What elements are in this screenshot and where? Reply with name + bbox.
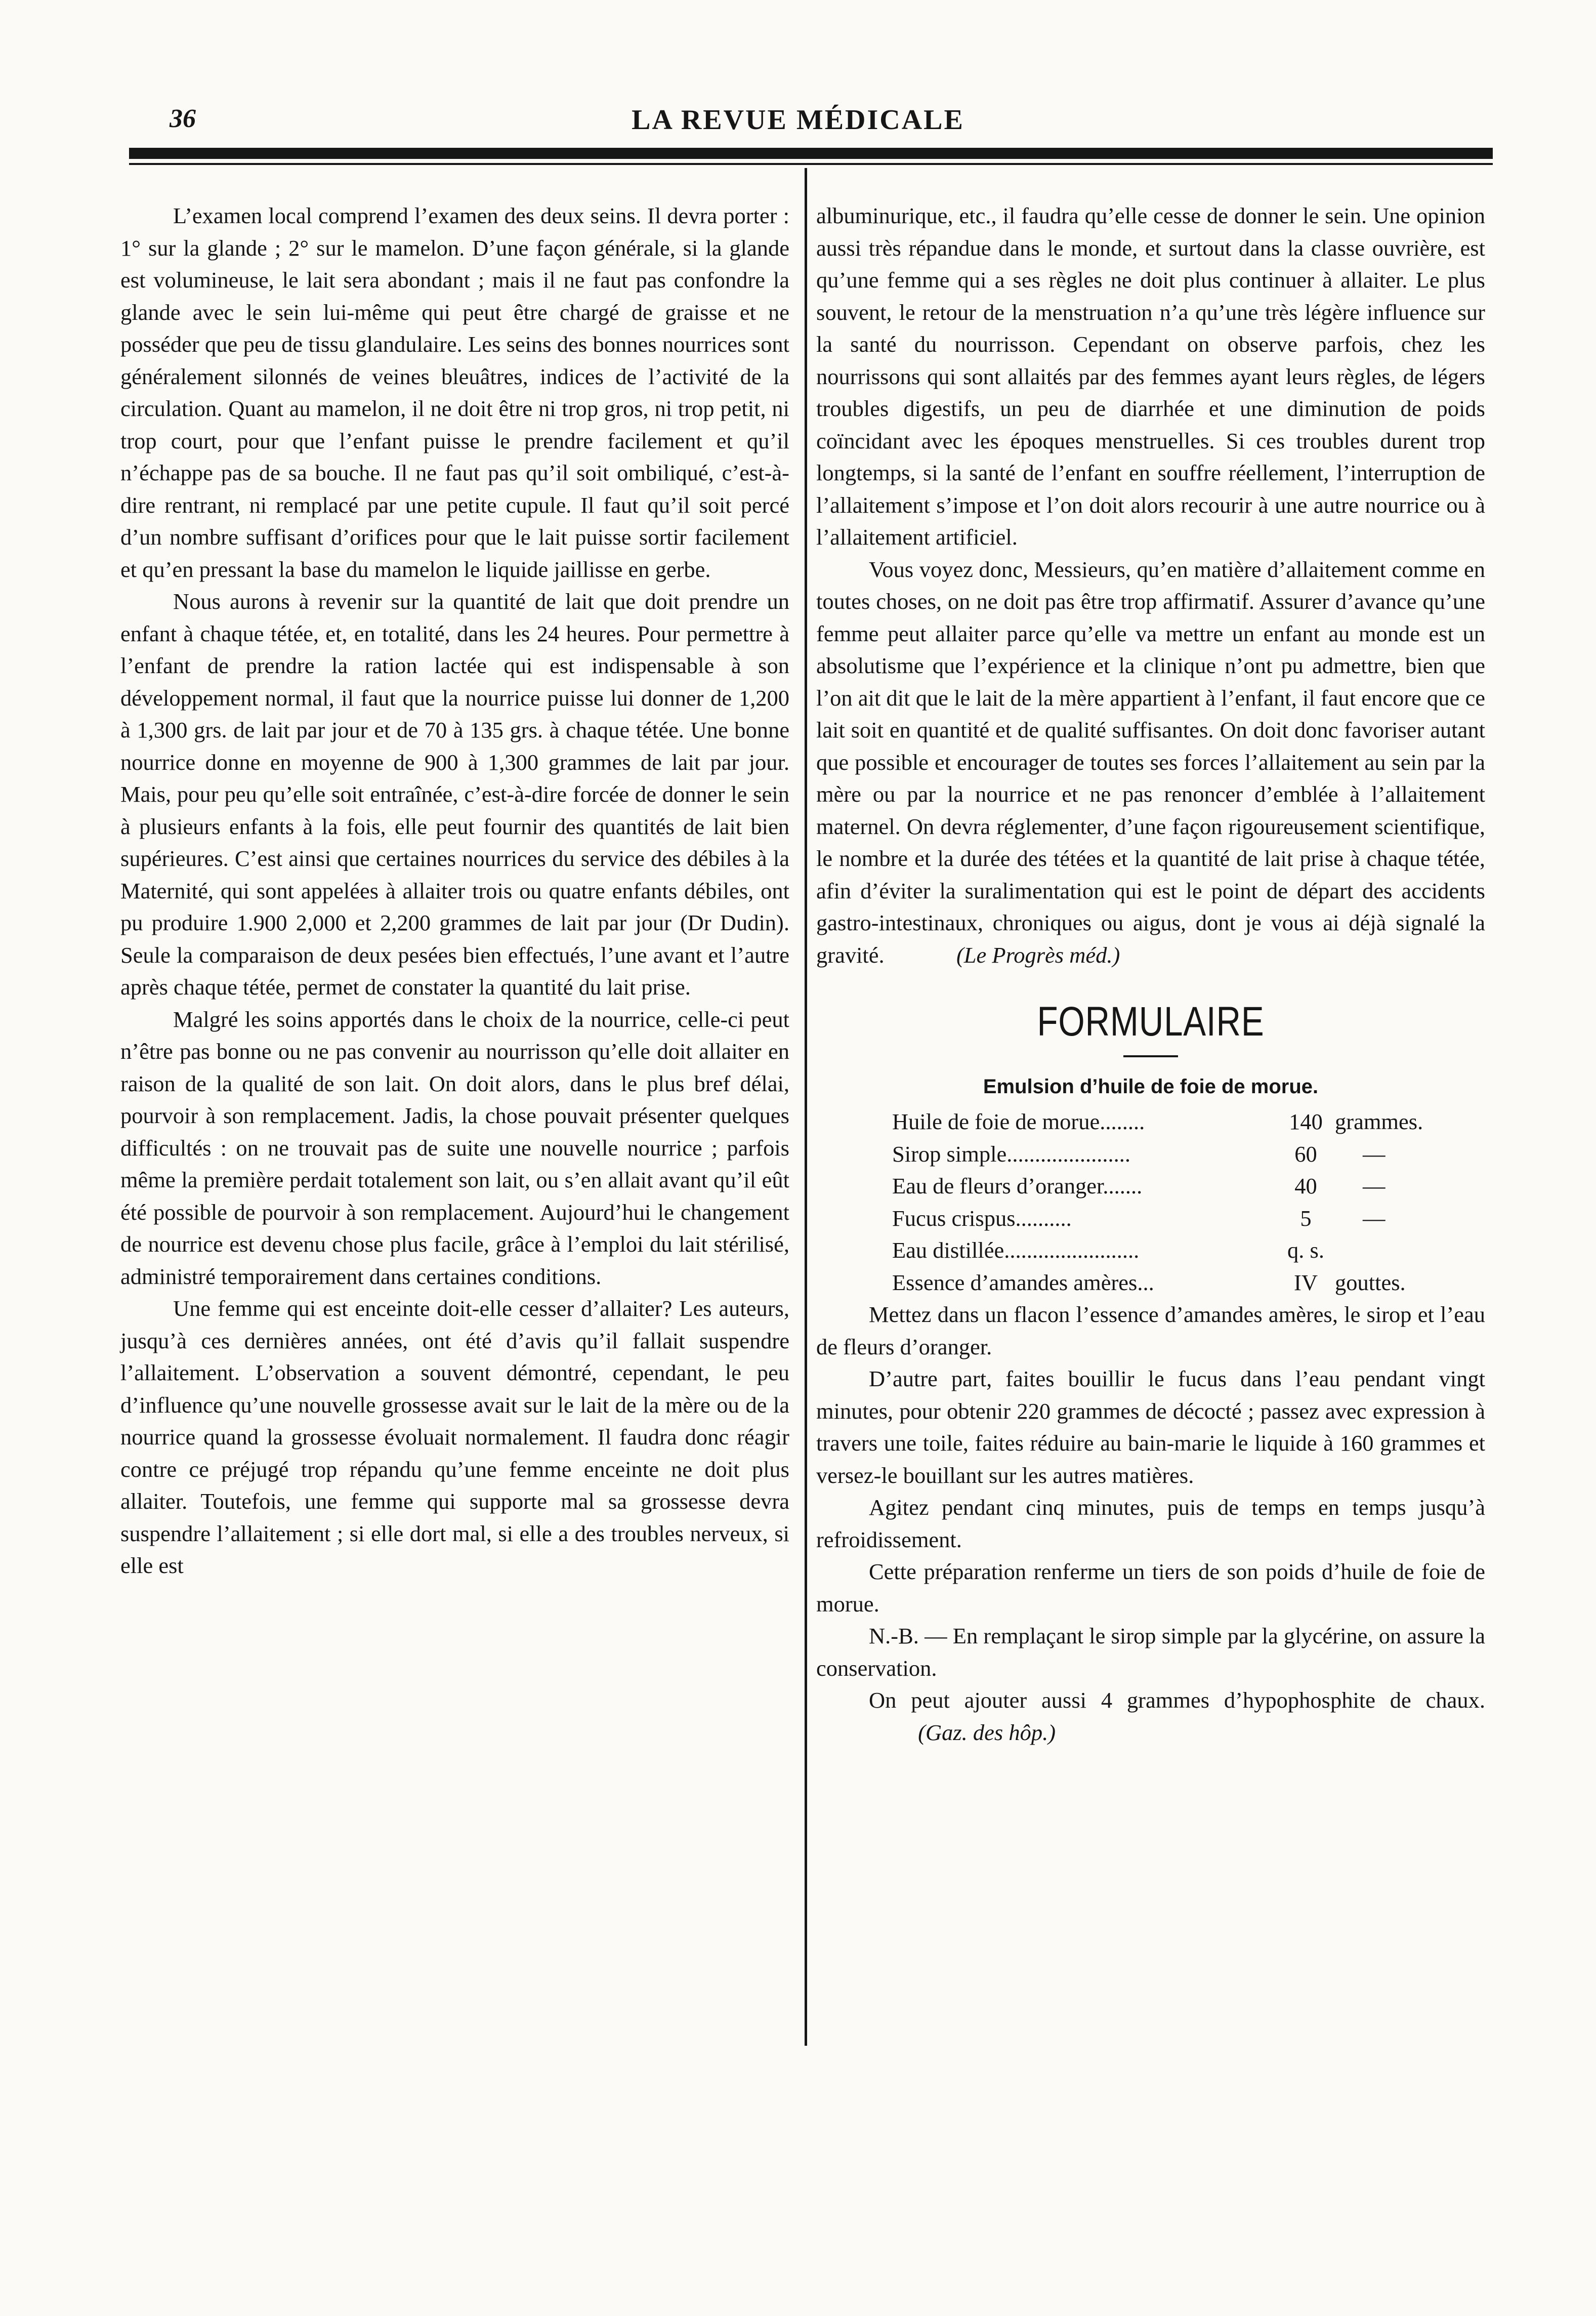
final-note-text: On peut ajouter aussi 4 grammes d’hypophosphite de chaux. — [869, 1687, 1485, 1713]
ingredient-quantity: 140 — [1289, 1109, 1323, 1134]
left-column — [120, 200, 789, 1582]
ingredient-unit: — — [1363, 1205, 1385, 1231]
final-note — [816, 1684, 1485, 1749]
ingredient-quantity: q. s. — [1287, 1237, 1324, 1263]
heading-rule — [1123, 1055, 1178, 1057]
ingredient-unit: — — [1363, 1173, 1385, 1198]
recipe-title: Emulsion d’huile de foie de morue. — [983, 1076, 1319, 1098]
instruction-stir: Agitez pendant cinq minutes, puis de temps en temps jusqu’à refroidissement. — [816, 1495, 1485, 1552]
ingredient-name: Sirop simple...................... — [892, 1141, 1130, 1167]
paragraph-nurse-replacement: Malgré les soins apportés dans le choix de la nourrice, celle-ci peut n’être pas bonne ou ne pas convenir au nourrisson qu’elle doit allaiter en raison de la qualité de son lait. On doit alors, dans le plus bref délai, pourvoir à son remplacement. Jadis, la chose pouvait présenter quelques difficultés : on ne trouvait pas de suite une nouvelle nourrice ; parfois même la première perdait totalement son lait, ou s’en allait avant qu’il eût été possible de pourvoir à son remplacement. Aujourd’hui le changement de nourrice est devenu chose plus facile, grâce à l’emploi du lait stérilisé, administré temporairement dans certaines conditions. — [120, 1006, 789, 1289]
ingredient-quantity: 60 — [1294, 1141, 1317, 1167]
section-heading: FORMULAIRE — [1037, 999, 1265, 1045]
ingredient-name: Eau de fleurs d’oranger....... — [892, 1173, 1143, 1198]
ingredient-name: Essence d’amandes amères... — [892, 1269, 1154, 1295]
ingredient-quantity: 40 — [1294, 1173, 1317, 1198]
instruction-mix: Mettez dans un flacon l’essence d’amandes amères, le sirop et l’eau de fleurs d’oranger. — [816, 1302, 1485, 1359]
column-divider — [805, 168, 807, 2046]
instruction-nota-bene: N.-B. — En remplaçant le sirop simple par la glycérine, on assure la conservation. — [816, 1623, 1485, 1681]
final-note-source: (Gaz. des hôp.) — [918, 1719, 1056, 1745]
ingredient-unit — [1335, 1234, 1482, 1267]
paragraph-continuation: albuminurique, etc., il faudra qu’elle cesse de donner le sein. Une opinion aussi très répandue dans le monde, et surtout dans la classe ouvrière, est qu’une femme qui a ses règles ne doit plus continuer à allaiter. Le plus souvent, le retour de la menstruation n’a qu’une très légère influence sur la santé du nourrisson. Cependant on observe parfois, chez les nourrissons qui sont allaités par des femmes ayant leurs règles, de légers troubles digestifs, un peu de diarrhée et une diminution de poids coïncidant avec les époques menstruelles. Si ces troubles durent trop longtemps, si la santé de l’enfant en souffre réellement, l’interruption de l’allaitement s’impose et l’on doit alors recourir à une autre nourrice ou à l’allaitement artificiel. — [816, 203, 1485, 550]
ingredient-row — [892, 1203, 1484, 1235]
ingredient-row — [892, 1170, 1484, 1203]
header-rule-thin — [129, 163, 1493, 165]
ingredient-row — [892, 1106, 1484, 1138]
ingredient-name: Eau distillée........................ — [892, 1237, 1140, 1263]
instruction-decoction: D’autre part, faites bouillir le fucus dans l’eau pendant vingt minutes, pour obtenir 220 grammes de décocté ; passez avec expression à travers une toile, faites réduire au bain-marie le liquide à 160 grammes et versez-le bouillant sur les autres matières. — [816, 1366, 1485, 1488]
ingredient-row — [892, 1234, 1484, 1267]
ingredient-list — [892, 1106, 1484, 1299]
running-title: LA REVUE MÉDICALE — [632, 104, 964, 136]
ingredient-row — [892, 1267, 1484, 1299]
conclusion-text: Vous voyez donc, Messieurs, qu’en matière d’allaitement comme en toutes choses, on ne doit pas être trop affirmatif. Assurer d’avance qu’une femme peut allaiter parce qu’elle va mettre un enfant au monde est un absolutisme que l’expérience et la clinique n’ont pu admettre, bien que l’on ait dit que le lait de la mère appartient à l’enfant, il faut encore que ce lait soit en quantité et de qualité suffisantes. On doit donc favoriser autant que possible et encourager de toutes ses forces l’allaitement au sein par la mère ou par la nourrice et ne pas renoncer d’emblée à l’allaitement maternel. On devra réglementer, d’une façon rigoureusement scientifique, le nombre et la durée des tétées et la quantité de lait prise à chaque tétée, afin d’éviter la suralimentation qui est le point de départ des accidents gastro-intestinaux, chroniques ou aigus, dont je vous ai déjà signalé la gravité. — [816, 556, 1485, 968]
ingredient-unit: — — [1363, 1141, 1385, 1167]
paragraph-milk-quantity: Nous aurons à revenir sur la quantité de lait que doit prendre un enfant à chaque tétée, et, en totalité, dans les 24 heures. Pour permettre à l’enfant de prendre la ration lactée qui est indispensable à son développement normal, il faut que la nourrice puisse lui donner de 1,200 à 1,300 grs. de lait par jour et de 70 à 135 grs. à chaque tétée. Une bonne nourrice donne en moyenne de 900 à 1,300 grammes de lait par jour. Mais, pour peu qu’elle soit entraînée, c’est-à-dire forcée de donner le sein à plusieurs enfants à la fois, elle peut fournir des quantités de lait bien supérieures. C’est ainsi que certaines nourrices du service des débiles à la Maternité, qui sont appelées à allaiter trois ou quatre enfants débiles, ont pu produire 1.900 2,000 et 2,200 grammes de lait par jour (Dr Dudin). Seule la comparaison de deux pesées bien effectués, l’une avant et l’autre après chaque tétée, permet de constater la quantité du lait prise. — [120, 589, 789, 1000]
header-rule — [129, 148, 1493, 159]
ingredient-unit: grammes. — [1335, 1109, 1423, 1134]
ingredient-unit: gouttes. — [1335, 1269, 1406, 1295]
paragraph-breast-exam: L’examen local comprend l’examen des deux seins. Il devra porter : 1° sur la glande ; 2° sur le mamelon. D’une façon générale, si la glande est volumineuse, le lait sera abondant ; mais il ne faut pas confondre la glande avec le sein lui-même qui peut être chargé de graisse et ne posséder que peu de tissu glandulaire. Les seins des bonnes nourrices sont généralement silonnés de veines bleuâtres, indices de l’activité de la circulation. Quant au mamelon, il ne doit être ni trop gros, ni trop petit, ni trop court, pour que l’enfant puisse le prendre facilement et qu’il n’échappe pas de sa bouche. Il ne faut pas qu’il soit ombiliqué, c’est-à-dire rentrant, ni remplacé par une petite cupule. Il faut qu’il soit percé d’un nombre suffisant d’orifices pour que le lait puisse sortir facilement et qu’en pressant la base du mamelon le liquide jaillisse en gerbe. — [120, 203, 789, 582]
right-column — [816, 200, 1485, 1749]
ingredient-quantity: IV — [1294, 1269, 1318, 1295]
instruction-composition: Cette préparation renferme un tiers de son poids d’huile de foie de morue. — [816, 1559, 1485, 1617]
conclusion-source: (Le Progrès méd.) — [956, 942, 1120, 968]
paragraph-pregnancy: Une femme qui est enceinte doit-elle cesser d’allaiter? Les auteurs, jusqu’à ces dernières années, ont été d’avis qu’il fallait suspendre l’allaitement. L’observation a souvent démontré, cependant, le peu d’influence qu’une nouvelle grossesse avait sur le lait de la mère ou de la nourrice quand la grossesse évoluait normalement. Il faudra donc réagir contre ce préjugé trop répandu qu’une femme enceinte ne doit plus allaiter. Toutefois, une femme qui supporte mal sa grossesse devra suspendre l’allaitement ; si elle dort mal, si elle a des troubles nerveux, si elle est — [120, 1296, 789, 1578]
ingredient-row — [892, 1138, 1484, 1171]
ingredient-quantity: 5 — [1300, 1205, 1312, 1231]
ingredient-name: Huile de foie de morue........ — [892, 1109, 1145, 1134]
ingredient-name: Fucus crispus.......... — [892, 1205, 1072, 1231]
paragraph-conclusion — [816, 554, 1485, 972]
page-number: 36 — [170, 104, 196, 133]
